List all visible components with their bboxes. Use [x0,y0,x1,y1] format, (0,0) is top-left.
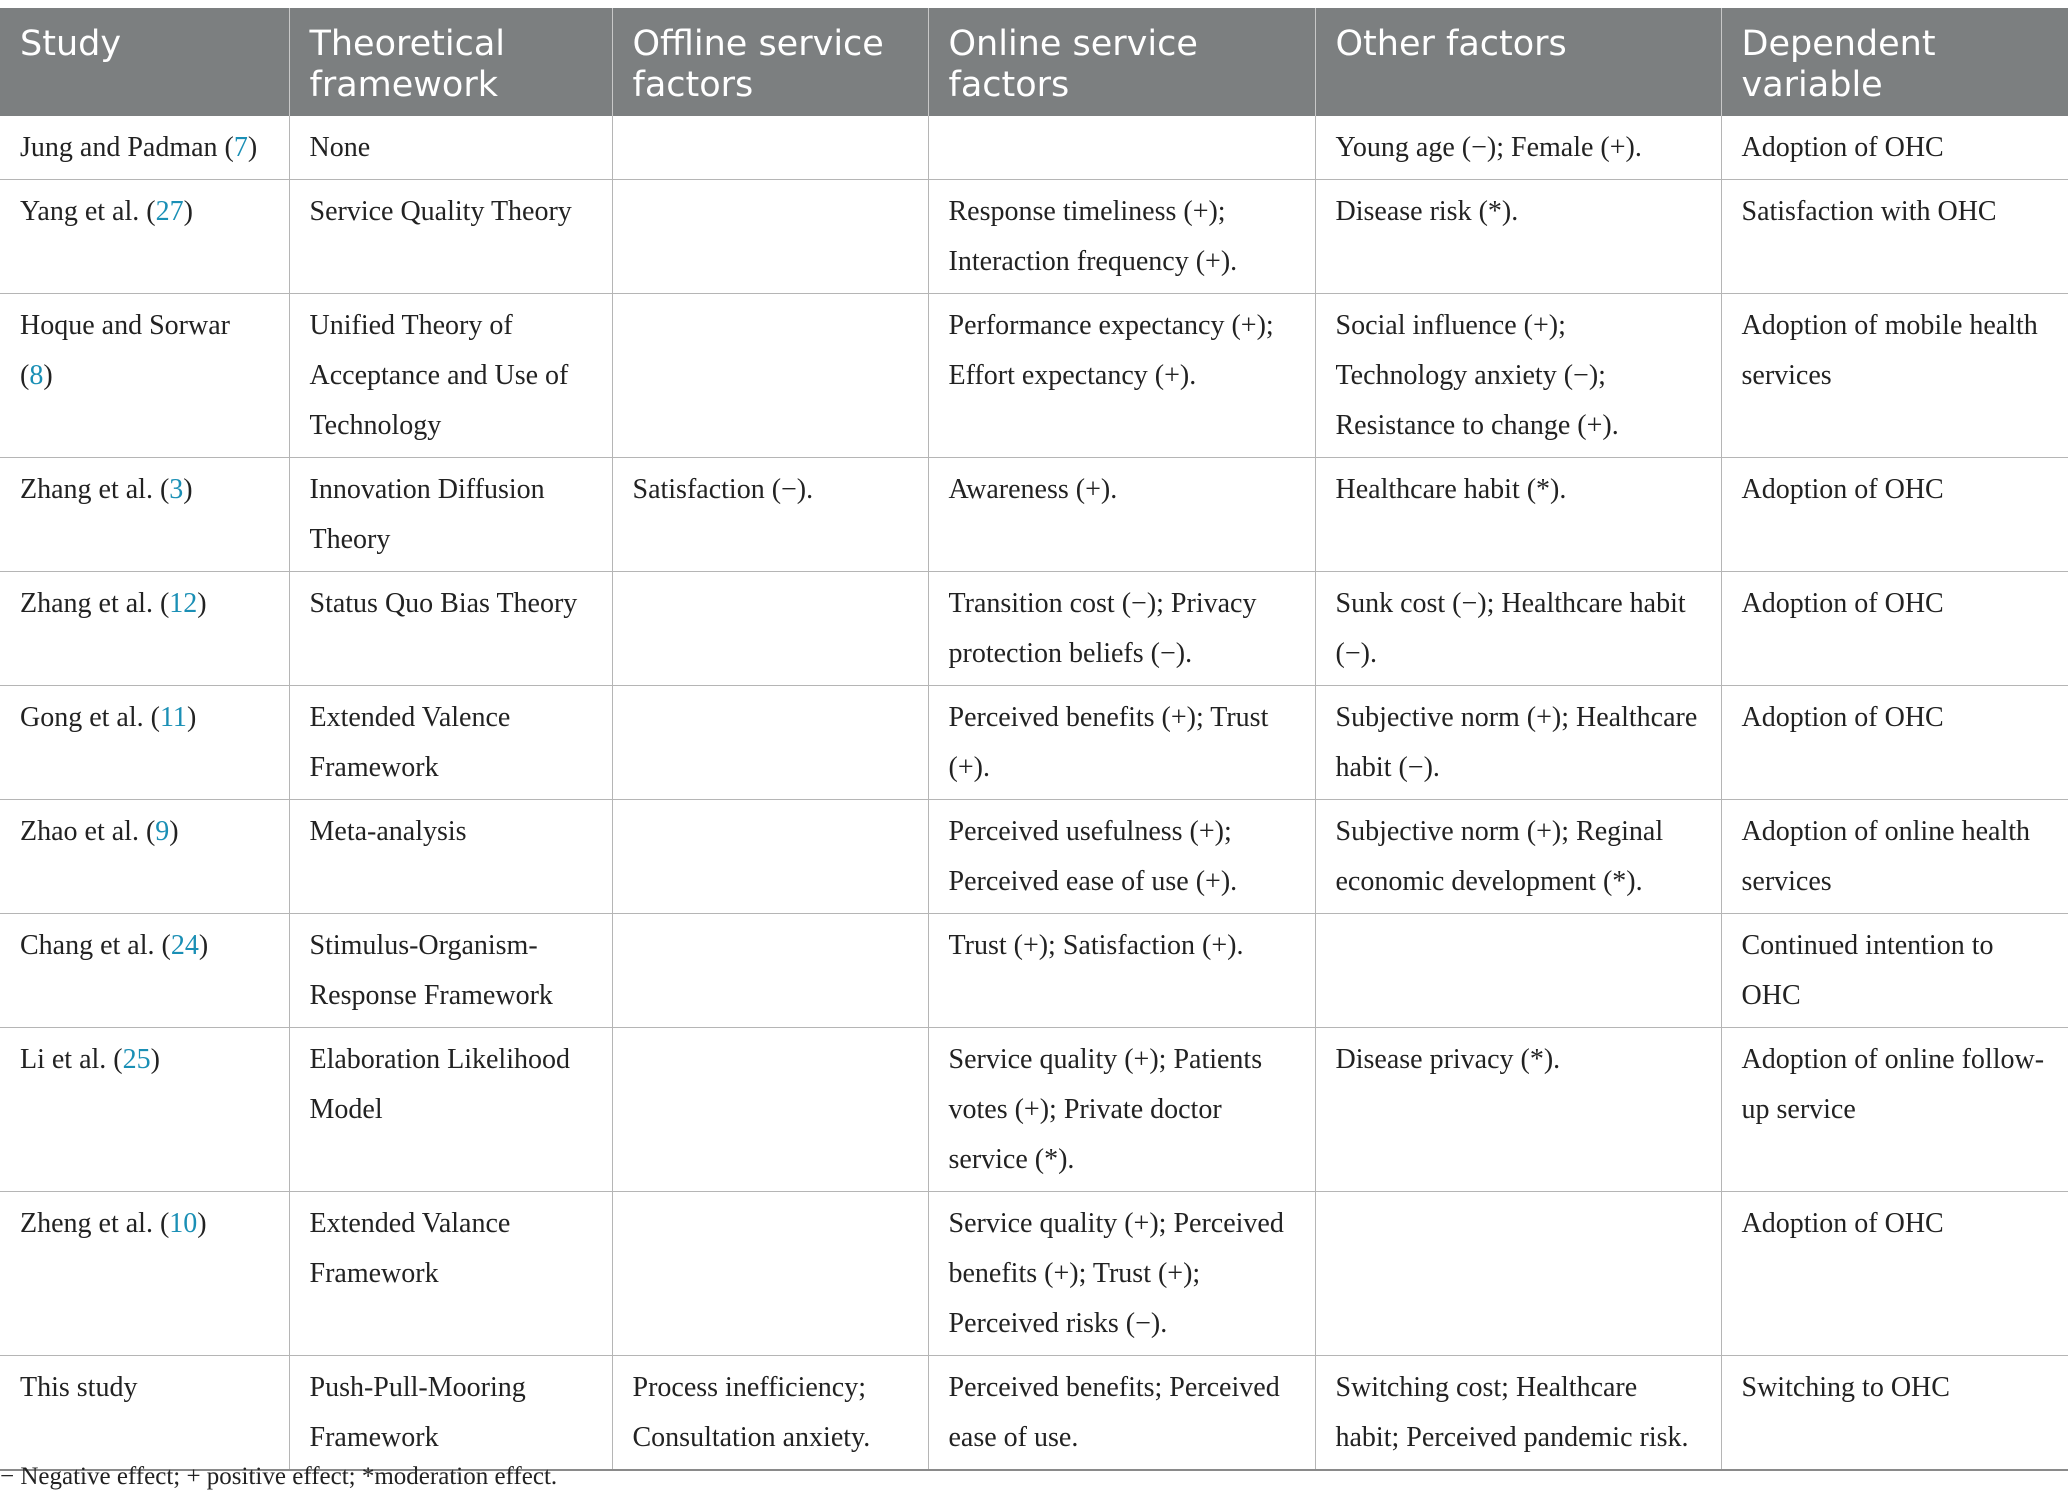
header-other-factors: Other factors [1315,8,1721,116]
cell-other-factors: Switching cost; Healthcare habit; Perceived pandemic risk. [1315,1356,1721,1471]
table-container [0,8,2068,1471]
cell-offline-factors [612,914,928,1028]
cell-study: Yang et al. (27) [0,180,289,294]
cell-other-factors: Disease risk (*). [1315,180,1721,294]
cell-study: Chang et al. (24) [0,914,289,1028]
cell-study: Jung and Padman (7) [0,116,289,180]
cell-framework: Stimulus-Organism-Response Framework [289,914,612,1028]
cell-offline-factors [612,800,928,914]
cell-study: This study [0,1356,289,1471]
cell-other-factors: Sunk cost (−); Healthcare habit (−). [1315,572,1721,686]
reference-link[interactable]: 27 [155,196,184,227]
table-row [0,458,2068,572]
cell-dependent-variable: Adoption of mobile health services [1721,294,2068,458]
cell-dependent-variable: Adoption of OHC [1721,458,2068,572]
cell-dependent-variable: Adoption of online follow-up service [1721,1028,2068,1192]
cell-framework: Unified Theory of Acceptance and Use of Technology [289,294,612,458]
cell-offline-factors [612,180,928,294]
cell-offline-factors: Process inefficiency; Consultation anxiety. [612,1356,928,1471]
reference-link[interactable]: 8 [29,360,44,391]
cell-online-factors: Service quality (+); Patients votes (+); Private doctor service (*). [928,1028,1315,1192]
cell-dependent-variable: Adoption of online health services [1721,800,2068,914]
reference-link[interactable]: 25 [122,1044,151,1075]
cell-dependent-variable: Adoption of OHC [1721,1192,2068,1356]
cell-online-factors: Perceived benefits; Perceived ease of use. [928,1356,1315,1471]
reference-link[interactable]: 11 [159,702,187,733]
table-row [0,572,2068,686]
cell-framework: Extended Valence Framework [289,686,612,800]
cell-online-factors: Service quality (+); Perceived benefits (+); Trust (+); Perceived risks (−). [928,1192,1315,1356]
cell-study: Hoque and Sorwar (8) [0,294,289,458]
cell-dependent-variable: Switching to OHC [1721,1356,2068,1471]
cell-framework: Elaboration Likelihood Model [289,1028,612,1192]
cell-online-factors: Transition cost (−); Privacy protection beliefs (−). [928,572,1315,686]
cell-offline-factors [612,1192,928,1356]
cell-other-factors: Social influence (+); Technology anxiety (−); Resistance to change (+). [1315,294,1721,458]
cell-other-factors: Young age (−); Female (+). [1315,116,1721,180]
cell-other-factors: Subjective norm (+); Reginal economic development (*). [1315,800,1721,914]
cell-study: Zheng et al. (10) [0,1192,289,1356]
cell-offline-factors [612,686,928,800]
table-row [0,1192,2068,1356]
cell-framework: Innovation Diffusion Theory [289,458,612,572]
cell-online-factors: Awareness (+). [928,458,1315,572]
cell-online-factors: Response timeliness (+); Interaction frequency (+). [928,180,1315,294]
cell-study: Zhang et al. (3) [0,458,289,572]
table-row [0,180,2068,294]
header-theoretical-framework: Theoretical framework [289,8,612,116]
cell-dependent-variable: Adoption of OHC [1721,572,2068,686]
reference-link[interactable]: 7 [233,132,248,163]
header-dependent-variable: Dependent variable [1721,8,2068,116]
reference-link[interactable]: 9 [155,816,170,847]
cell-framework: Meta-analysis [289,800,612,914]
cell-study: Gong et al. (11) [0,686,289,800]
cell-offline-factors: Satisfaction (−). [612,458,928,572]
cell-other-factors: Subjective norm (+); Healthcare habit (−). [1315,686,1721,800]
reference-link[interactable]: 10 [169,1208,198,1239]
header-row [0,8,2068,116]
table-row [0,116,2068,180]
table-row [0,294,2068,458]
cell-dependent-variable: Adoption of OHC [1721,116,2068,180]
cell-dependent-variable: Continued intention to OHC [1721,914,2068,1028]
cell-framework: Push-Pull-Mooring Framework [289,1356,612,1471]
cell-study: Zhao et al. (9) [0,800,289,914]
cell-online-factors [928,116,1315,180]
reference-link[interactable]: 24 [170,930,199,961]
cell-offline-factors [612,1028,928,1192]
header-online-service-factors: Online service factors [928,8,1315,116]
cell-online-factors: Performance expectancy (+); Effort expectancy (+). [928,294,1315,458]
cell-study: Zhang et al. (12) [0,572,289,686]
reference-link[interactable]: 3 [169,474,184,505]
table-row [0,686,2068,800]
cell-dependent-variable: Satisfaction with OHC [1721,180,2068,294]
header-study: Study [0,8,289,116]
cell-framework: Service Quality Theory [289,180,612,294]
cell-online-factors: Perceived usefulness (+); Perceived ease of use (+). [928,800,1315,914]
cell-framework: Status Quo Bias Theory [289,572,612,686]
cell-other-factors [1315,1192,1721,1356]
cell-other-factors: Disease privacy (*). [1315,1028,1721,1192]
cell-other-factors [1315,914,1721,1028]
cell-offline-factors [612,572,928,686]
reference-link[interactable]: 12 [169,588,198,619]
cell-online-factors: Trust (+); Satisfaction (+). [928,914,1315,1028]
table-row [0,914,2068,1028]
cell-other-factors: Healthcare habit (*). [1315,458,1721,572]
table-row [0,800,2068,914]
cell-offline-factors [612,294,928,458]
cell-framework: Extended Valance Framework [289,1192,612,1356]
table-row [0,1028,2068,1192]
table-footnote: − Negative effect; + positive effect; *moderation effect. [0,1463,558,1490]
header-offline-service-factors: Offline service factors [612,8,928,116]
comparison-table [0,8,2068,1471]
cell-study: Li et al. (25) [0,1028,289,1192]
cell-framework: None [289,116,612,180]
table-row [0,1356,2068,1471]
cell-dependent-variable: Adoption of OHC [1721,686,2068,800]
cell-offline-factors [612,116,928,180]
cell-online-factors: Perceived benefits (+); Trust (+). [928,686,1315,800]
